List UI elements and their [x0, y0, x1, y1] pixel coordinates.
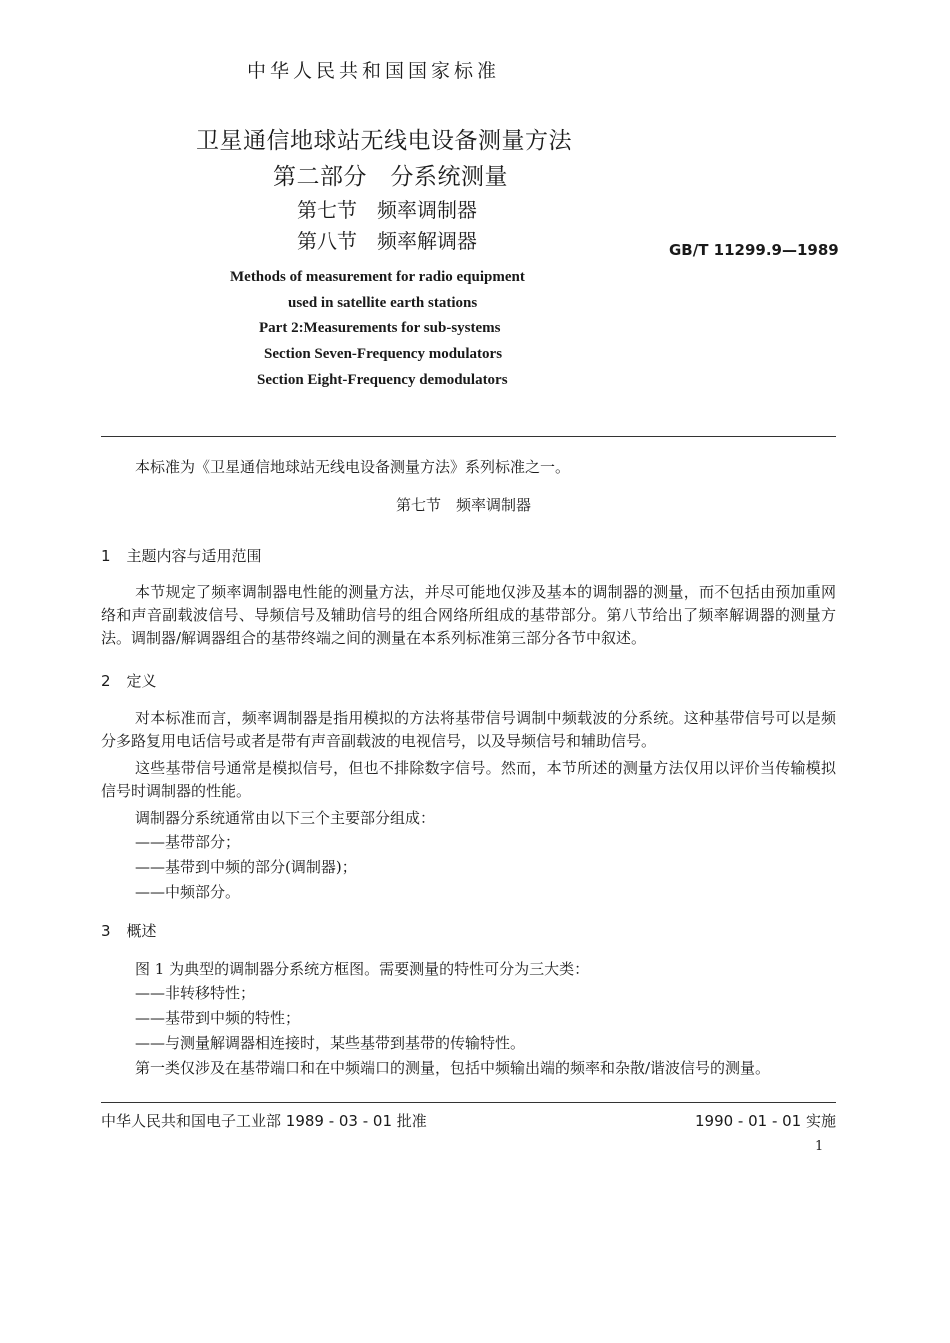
list-item: ——与测量解调器相连接时，某些基带到基带的传输特性。	[135, 1034, 526, 1052]
standard-code: GB/T 11299.9—1989	[669, 241, 839, 259]
list-item: ——非转移特性；	[135, 984, 256, 1002]
section8-title: 第八节 频率解调器	[297, 229, 477, 253]
clause-number: 2	[101, 672, 111, 690]
clause-2-paragraph-2: 这些基带信号通常是模拟信号，但也不排除数字信号。然而，本节所述的测量方法仅用以评价当传输模拟信号时调制器的性能。	[101, 759, 836, 800]
approval-text: 中华人民共和国电子工业部 1989 - 03 - 01 批准	[101, 1112, 427, 1130]
intro-paragraph: 本标准为《卫星通信地球站无线电设备测量方法》系列标准之一。	[135, 458, 571, 476]
footer-divider	[101, 1102, 836, 1103]
clause-3-closing: 第一类仅涉及在基带端口和在中频端口的测量，包括中频输出端的频率和杂散/谐波信号的测量。	[135, 1059, 771, 1077]
section-heading: 第七节 频率调制器	[396, 496, 532, 514]
part-title: 第二部分 分系统测量	[273, 164, 508, 190]
page-number: 1	[815, 1139, 824, 1154]
clause-number: 3	[101, 922, 111, 940]
english-title-line3: Part 2:Measurements for sub-systems	[259, 320, 501, 336]
clause-3-paragraph-1: 图 1 为典型的调制器分系统方框图。需要测量的特性可分为三大类：	[135, 960, 590, 978]
list-item: ——基带到中频的部分(调制器)；	[135, 858, 357, 876]
list-item: ——基带到中频的特性；	[135, 1009, 301, 1027]
clause-2-paragraph-3: 调制器分系统通常由以下三个主要部分组成：	[135, 809, 436, 827]
effective-date: 1990 - 01 - 01 实施	[694, 1112, 836, 1130]
clause-number: 1	[101, 547, 111, 565]
list-item: ——中频部分。	[135, 883, 241, 901]
clause-3-heading	[101, 920, 157, 941]
clause-title: 定义	[126, 672, 157, 690]
english-title-line5: Section Eight-Frequency demodulators	[257, 372, 508, 388]
clause-1-heading	[101, 545, 262, 566]
header-divider	[101, 436, 836, 437]
english-title-line2: used in satellite earth stations	[288, 295, 478, 311]
english-title-line4: Section Seven-Frequency modulators	[264, 346, 503, 362]
clause-1-paragraph: 本节规定了频率调制器电性能的测量方法，并尽可能地仅涉及基本的调制器的测量，而不包括由预加重网络和声音副载波信号、导频信号及辅助信号的组合网络所组成的基带部分。第八节给出了频率解调器的测量方法。调制器/解调器组合的基带终端之间的测量在本系列标准第三部分各节中叙述。	[101, 583, 836, 647]
clause-2-paragraph-1: 对本标准而言，频率调制器是指用模拟的方法将基带信号调制中频载波的分系统。这种基带信号可以是频分多路复用电话信号或者是带有声音副载波的电视信号，以及导频信号和辅助信号。	[101, 709, 836, 750]
national-standard-header: 中华人民共和国国家标准	[247, 60, 501, 82]
list-item: ——基带部分；	[135, 833, 241, 851]
clause-title: 主题内容与适用范围	[126, 547, 262, 565]
section7-title: 第七节 频率调制器	[297, 198, 477, 222]
document-title: 卫星通信地球站无线电设备测量方法	[196, 128, 572, 154]
clause-2-heading	[101, 670, 157, 691]
english-title-line1: Methods of measurement for radio equipment	[230, 269, 525, 285]
clause-title: 概述	[126, 922, 157, 940]
